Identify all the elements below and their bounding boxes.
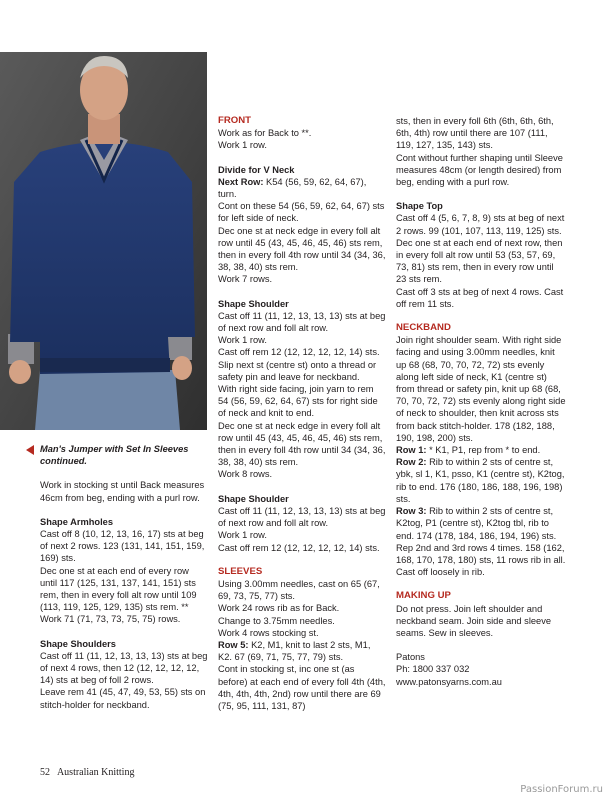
paragraph: Slip next st (centre st) onto a thread or safety pin and leave for neckband. bbox=[218, 359, 377, 382]
row-text: Rib to within 2 sts of centre st, ybk, sl 1, K1, psso, K1 (centre st), K2tog, rib to end. 176 (180, 186, 188, 196, 198) sts. bbox=[396, 457, 565, 504]
row-text: * K1, P1, rep from * to end. bbox=[426, 445, 541, 456]
caption-intro: Work in stocking st until Back measures 46cm from beg, ending with a purl row. bbox=[40, 480, 205, 503]
paragraph: Work 8 rows. bbox=[218, 469, 273, 480]
spacer bbox=[396, 578, 566, 590]
paragraph: www.patonsyarns.com.au bbox=[396, 676, 502, 687]
paragraph: Cast off 11 (11, 12, 13, 13, 13) sts at beg of next 4 rows, then 12 (12, 12, 12, 12, 14) sts at beg of foll 2 rows. bbox=[40, 650, 208, 686]
paragraph: Dec one st at neck edge in every foll alt row until 45 (43, 45, 46, 45, 46) sts rem, then in every foll 4th row until 34 (34, 36, 38, 38, 40) sts rem. bbox=[218, 420, 386, 468]
row-label: Row 3: bbox=[396, 506, 427, 517]
paragraph: Cast off loosely in rib. bbox=[396, 567, 485, 578]
magazine-name: Australian Knitting bbox=[56, 767, 135, 778]
paragraph: Work 7 rows. bbox=[218, 274, 273, 285]
instruction-row bbox=[218, 176, 386, 200]
paragraph: Patons bbox=[396, 652, 425, 663]
paragraph: Dec one st at each end of next row, then in every foll alt row until 53 (53, 57, 69, 73, 81) sts rem, then in every row until 23 sts rem. bbox=[396, 237, 563, 285]
row-label: Next Row: bbox=[218, 176, 264, 187]
section-heading: FRONT bbox=[218, 115, 252, 126]
subsection-heading: Shape Shoulder bbox=[218, 298, 289, 309]
paragraph: Work 24 rows rib as for Back. bbox=[218, 603, 340, 614]
subsection-heading: Shape Shoulders bbox=[40, 638, 116, 649]
spacer bbox=[40, 626, 208, 638]
paragraph: Do not press. Join left shoulder and neckband seam. Join side and sleeve seams. Sew in sleeves. bbox=[396, 603, 552, 638]
paragraph: Work as for Back to **. bbox=[218, 128, 312, 139]
section-heading: SLEEVES bbox=[218, 565, 263, 577]
subsection-heading: Shape Armholes bbox=[40, 516, 114, 527]
caption-block bbox=[40, 443, 208, 467]
caption-title: Man's Jumper with Set In Sleeves continued. bbox=[40, 444, 189, 467]
paragraph: Cast off 8 (10, 12, 13, 16, 17) sts at beg of next 2 rows. 123 (131, 141, 151, 159, 169) sts. bbox=[40, 529, 205, 564]
subsection-heading: Shape Shoulder bbox=[218, 493, 289, 504]
paragraph: Join right shoulder seam. With right side facing and using 3.00mm needles, knit up 68 (68, 70, 70, 72, 72) sts evenly along left side of neck, K1 (centre st) from thread or safety pin, knit up 68 (68, 70, 70, 72, 72) sts evenly along right side of neck to shoulder, then knit across sts from back stitch-holder. 178 (182, 188, 190, 198, 200) sts. bbox=[396, 335, 566, 443]
paragraph: Work 1 row. bbox=[218, 335, 267, 346]
column-middle bbox=[218, 115, 386, 712]
paragraph: Cont on these 54 (56, 59, 62, 64, 67) sts for left side of neck. bbox=[218, 201, 385, 224]
paragraph: With right side facing, join yarn to rem 54 (56, 59, 62, 64, 67) sts for right side of neck and knit to end. bbox=[218, 384, 378, 419]
paragraph: Cast off 11 (11, 12, 13, 13, 13) sts at beg of next row and foll alt row. bbox=[218, 310, 386, 334]
paragraph: Dec one st at neck edge in every foll alt row until 45 (43, 45, 46, 45, 46) sts rem, then in every foll 4th row until 34 (34, 36, 38, 38, 40) sts rem. bbox=[218, 225, 386, 273]
paragraph: Work 4 rows stocking st. bbox=[218, 627, 319, 638]
paragraph: Work 1 row. bbox=[218, 140, 267, 151]
paragraph: sts, then in every foll 6th (6th, 6th, 6th, 6th, 4th) row until there are 107 (111, 119, 127, 135, 143) sts. bbox=[396, 116, 554, 151]
paragraph: Cont without further shaping until Sleeve measures 48cm (or length desired) from beg, ending with a purl row. bbox=[396, 152, 563, 188]
row-label: Row 2: bbox=[396, 457, 427, 468]
caption-arrow-icon bbox=[26, 445, 34, 455]
spacer bbox=[396, 188, 566, 200]
page-footer bbox=[40, 767, 134, 778]
spacer bbox=[218, 554, 386, 566]
section-heading: NECKBAND bbox=[396, 322, 451, 334]
subsection-heading: Divide for V Neck bbox=[218, 164, 295, 175]
paragraph: Ph: 1800 337 032 bbox=[396, 664, 470, 675]
column-left-body bbox=[40, 516, 208, 711]
paragraph: Change to 3.75mm needles. bbox=[218, 615, 335, 626]
section-heading: MAKING UP bbox=[396, 590, 451, 602]
instruction-row bbox=[396, 444, 566, 456]
paragraph: Cast off 11 (11, 12, 13, 13, 13) sts at beg of next row and foll alt row. bbox=[218, 505, 386, 529]
page-number: 52 bbox=[40, 767, 50, 778]
paragraph: Dec one st at each end of every row until 117 (125, 131, 137, 141, 151) sts rem, then in every foll alt row until 109 (113, 119, 125, 129, 135) sts rem. ** bbox=[40, 565, 197, 613]
spacer bbox=[218, 481, 386, 493]
model-photo bbox=[0, 52, 207, 430]
row-label: Row 1: bbox=[396, 445, 427, 456]
paragraph: Work 1 row. bbox=[218, 530, 267, 541]
subsection-heading: Shape Top bbox=[396, 201, 443, 212]
paragraph: Rep 2nd and 3rd rows 4 times. 158 (162, 168, 170, 178, 180) sts, 11 rows rib in all. bbox=[396, 542, 566, 565]
watermark: PassionForum.ru bbox=[520, 784, 603, 795]
paragraph: Cast off rem 12 (12, 12, 12, 12, 14) sts. bbox=[218, 542, 380, 553]
instruction-row bbox=[396, 505, 566, 542]
instruction-row bbox=[396, 456, 566, 505]
row-text: K2, M1, knit to last 2 sts, M1, K2. 67 (69, 71, 75, 77, 79) sts. bbox=[218, 639, 371, 663]
paragraph: Work 71 (71, 73, 73, 75, 75) rows. bbox=[40, 614, 181, 625]
instruction-row bbox=[218, 639, 386, 663]
paragraph: Leave rem 41 (45, 47, 49, 53, 55) sts on stitch-holder for neckband. bbox=[40, 687, 206, 710]
paragraph: Using 3.00mm needles, cast on 65 (67, 69, 73, 75, 77) sts. bbox=[218, 578, 380, 602]
row-text: K54 (56, 59, 62, 64, 67), turn. bbox=[218, 176, 367, 200]
paragraph: Cont in stocking st, inc one st (as before) at each end of every foll 4th (4th, 4th, 4th, 4th, 2nd) row until there are 69 (75, 95, 111, 131, 87) bbox=[218, 664, 386, 711]
paragraph: Cast off 3 sts at beg of next 4 rows. Cast off rem 11 sts. bbox=[396, 286, 564, 309]
row-text: Rib to within 2 sts of centre st, K2tog, P1 (centre st), K2tog tbl, rib to end. 174 (178, 184, 186, 194, 196) sts. bbox=[396, 506, 557, 541]
spacer bbox=[218, 286, 386, 298]
column-left bbox=[40, 443, 208, 711]
spacer bbox=[218, 152, 386, 164]
paragraph: Cast off rem 12 (12, 12, 12, 12, 14) sts. bbox=[218, 347, 380, 358]
row-label: Row 5: bbox=[218, 639, 249, 650]
column-right bbox=[396, 115, 566, 688]
spacer bbox=[396, 310, 566, 322]
paragraph: Cast off 4 (5, 6, 7, 8, 9) sts at beg of next 2 rows. 99 (101, 107, 113, 119, 125) sts. bbox=[396, 213, 565, 236]
spacer bbox=[396, 639, 566, 651]
